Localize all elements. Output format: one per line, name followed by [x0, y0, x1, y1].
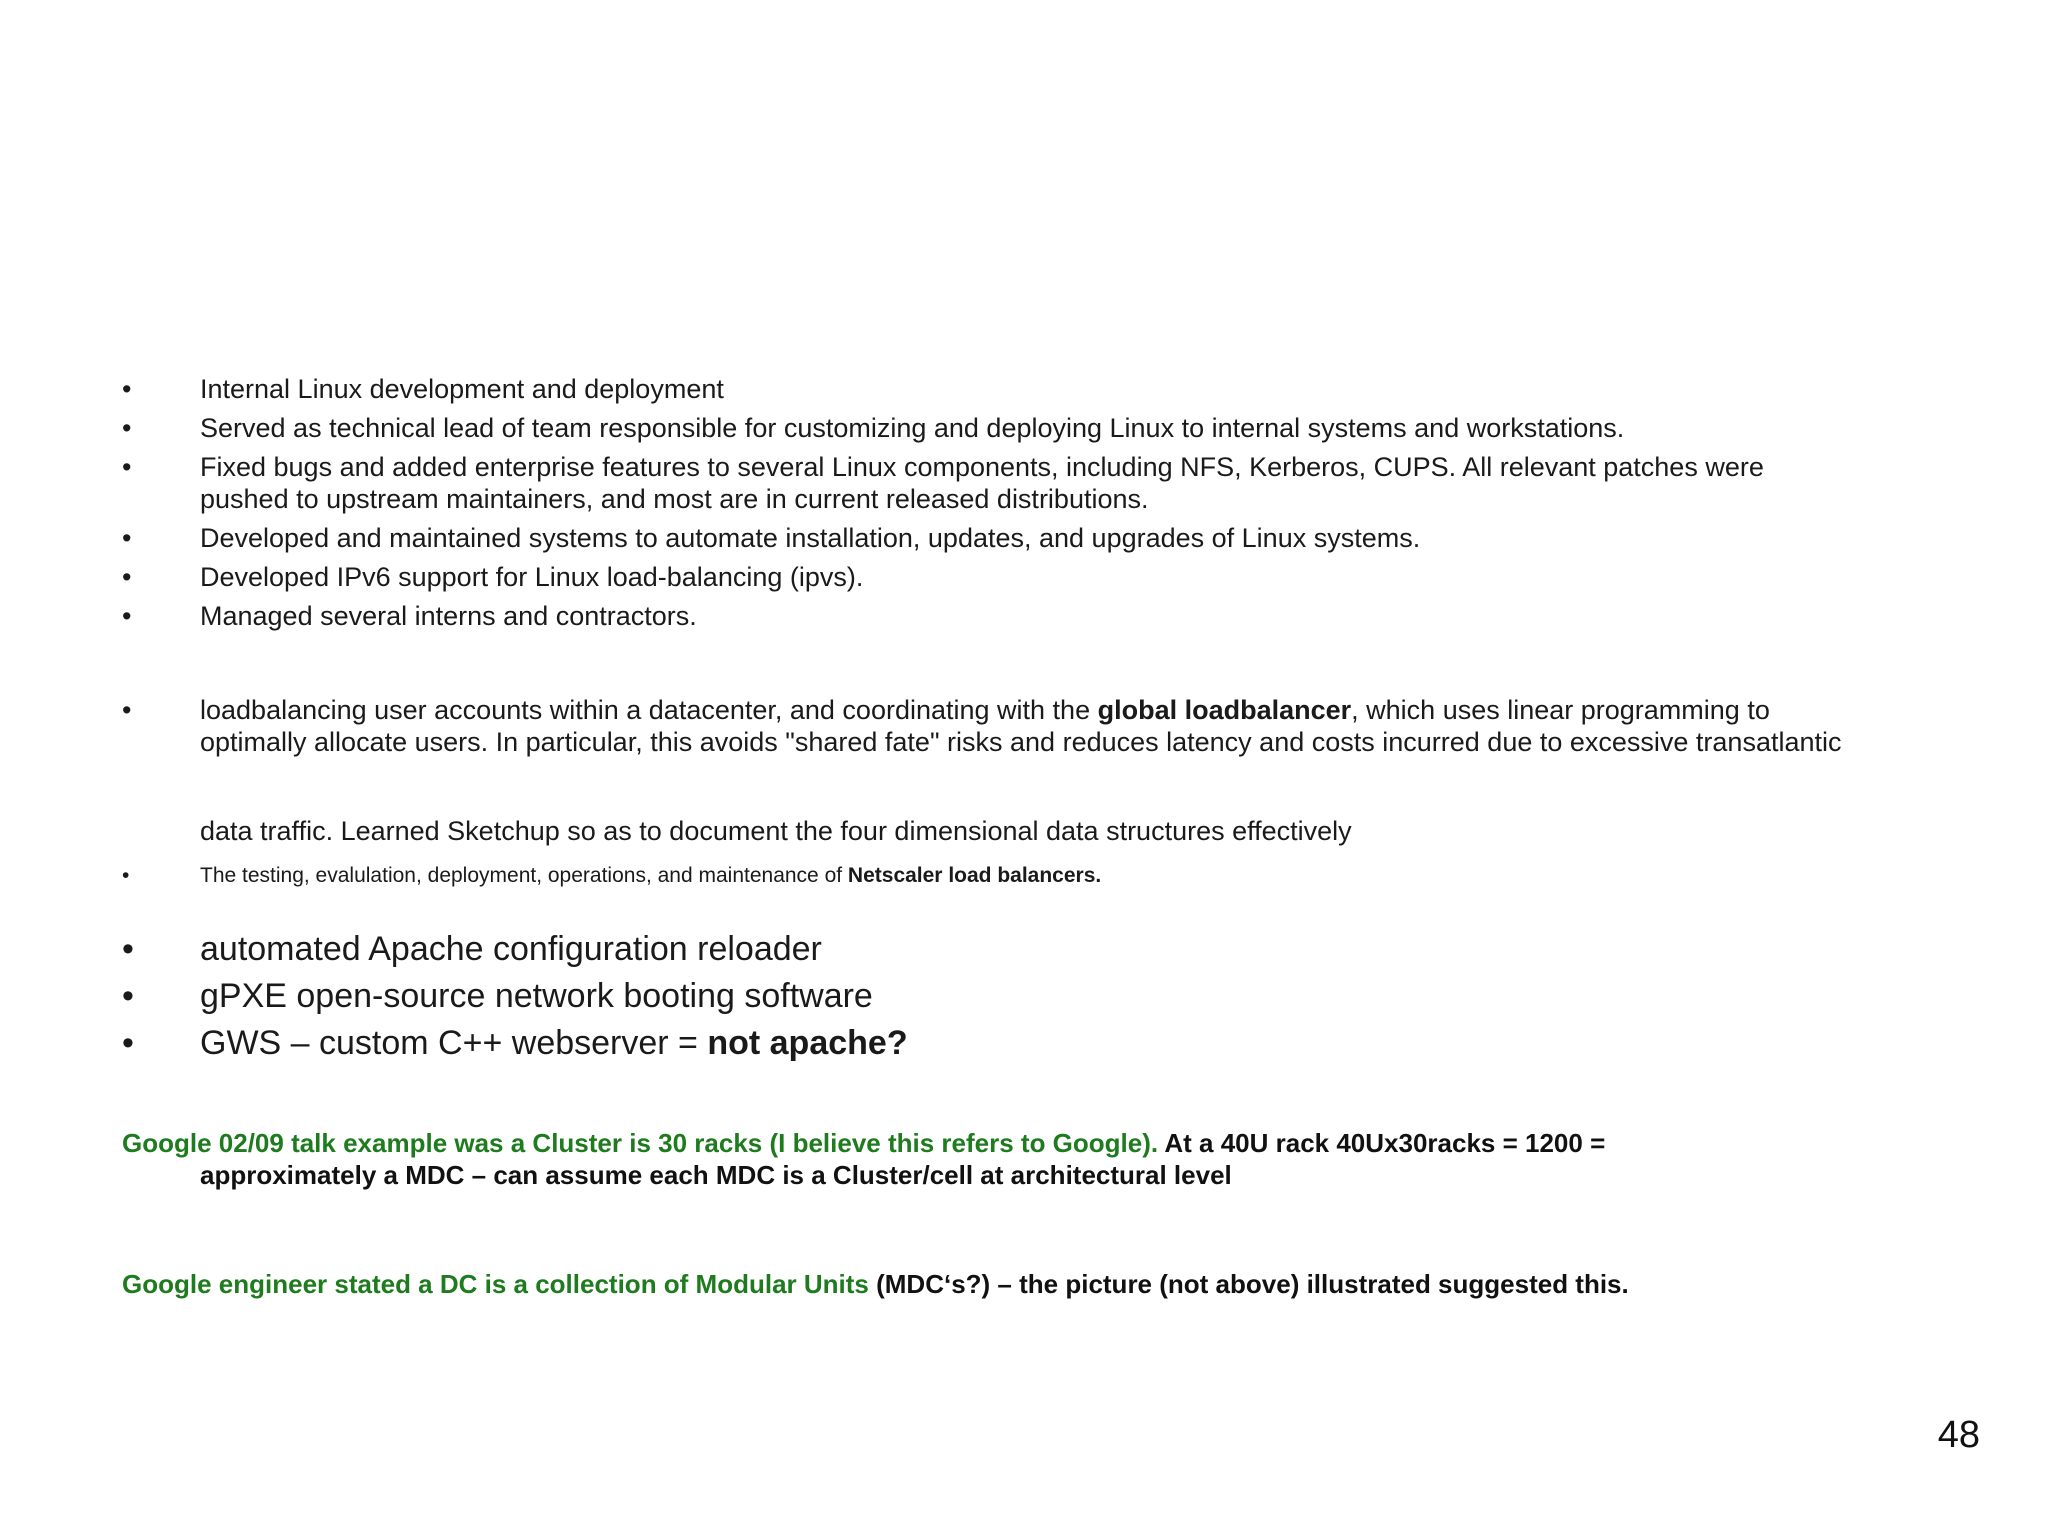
bullet-marker: •: [122, 413, 132, 443]
bullet-marker: •: [122, 977, 134, 1015]
bullet-marker: •: [122, 930, 134, 968]
gws-bold: not apache?: [707, 1024, 908, 1062]
bullet-text: gPXE open-source network booting software: [200, 977, 873, 1015]
bullet-marker: •: [122, 864, 130, 887]
bullet-marker: •: [122, 523, 132, 553]
bullet-text: Served as technical lead of team responsible for customizing and deploying Linux to internal systems and workstations.: [200, 413, 1625, 443]
note1-dark-text: At a 40U rack 40Ux30racks = 1200 =: [1158, 1128, 1606, 1158]
netscaler-pre: The testing, evalulation, deployment, operations, and maintenance of: [200, 864, 848, 887]
bullet-marker: •: [122, 452, 132, 482]
bullet-marker: •: [122, 374, 132, 404]
note2-line1: [122, 1268, 1982, 1300]
page-number: 48: [1937, 1414, 1980, 1456]
note2-green-text: Google engineer stated a DC is a collection of Modular Units: [122, 1269, 869, 1299]
bullet-text: [200, 863, 2048, 889]
bullet-text: Managed several interns and contractors.: [200, 601, 697, 631]
bullet-text: Developed and maintained systems to automate installation, updates, and upgrades of Linux systems.: [200, 523, 1421, 553]
bullet-text: [200, 1023, 2048, 1063]
loadbalancing-line2: optimally allocate users. In particular, this avoids "shared fate" risks and reduces latency and costs incurred due to excessive transatlantic: [200, 727, 1842, 757]
note1-line1: [122, 1127, 1982, 1159]
bullet-marker: •: [122, 695, 132, 725]
loadbalancing-pre: loadbalancing user accounts within a datacenter, and coordinating with the: [200, 695, 1098, 725]
note1-green-text: Google 02/09 talk example was a Cluster is 30 racks (I believe this refers to Google).: [122, 1128, 1159, 1158]
note-modular-units: [122, 1268, 1982, 1300]
bullet-marker: •: [122, 601, 132, 631]
bullet-text: automated Apache configuration reloader: [200, 930, 822, 968]
loadbalancing-post: , which uses linear programming to: [1351, 695, 1770, 725]
bullet-marker: •: [122, 1024, 134, 1062]
note1-line2: approximately a MDC – can assume each MDC is a Cluster/cell at architectural level: [200, 1160, 1232, 1190]
gws-pre: GWS – custom C++ webserver =: [200, 1024, 708, 1062]
netscaler-term: Netscaler load balancers.: [847, 864, 1102, 887]
bullet-text: [200, 694, 2048, 758]
bullet-text: [200, 451, 2048, 515]
loadbalancing-line3: data traffic. Learned Sketchup so as to document the four dimensional data structures effectively: [200, 816, 1352, 846]
bullet-text-line2: pushed to upstream maintainers, and most are in current released distributions.: [200, 484, 1149, 514]
bullet-text: Developed IPv6 support for Linux load-balancing (ipvs).: [200, 562, 864, 592]
note-cluster-racks: [122, 1127, 1982, 1191]
note2-dark-text: (MDC‘s?) – the picture (not above) illustrated suggested this.: [868, 1269, 1629, 1299]
bullet-text-line1: Fixed bugs and added enterprise features to several Linux components, including NFS, Kerberos, CUPS. All relevant patches were: [200, 452, 1764, 482]
bullet-text: Internal Linux development and deployment: [200, 374, 724, 404]
global-loadbalancer-term: global loadbalancer: [1097, 695, 1352, 725]
loadbalancing-line1: [200, 694, 2048, 726]
bullet-marker: •: [122, 562, 132, 592]
